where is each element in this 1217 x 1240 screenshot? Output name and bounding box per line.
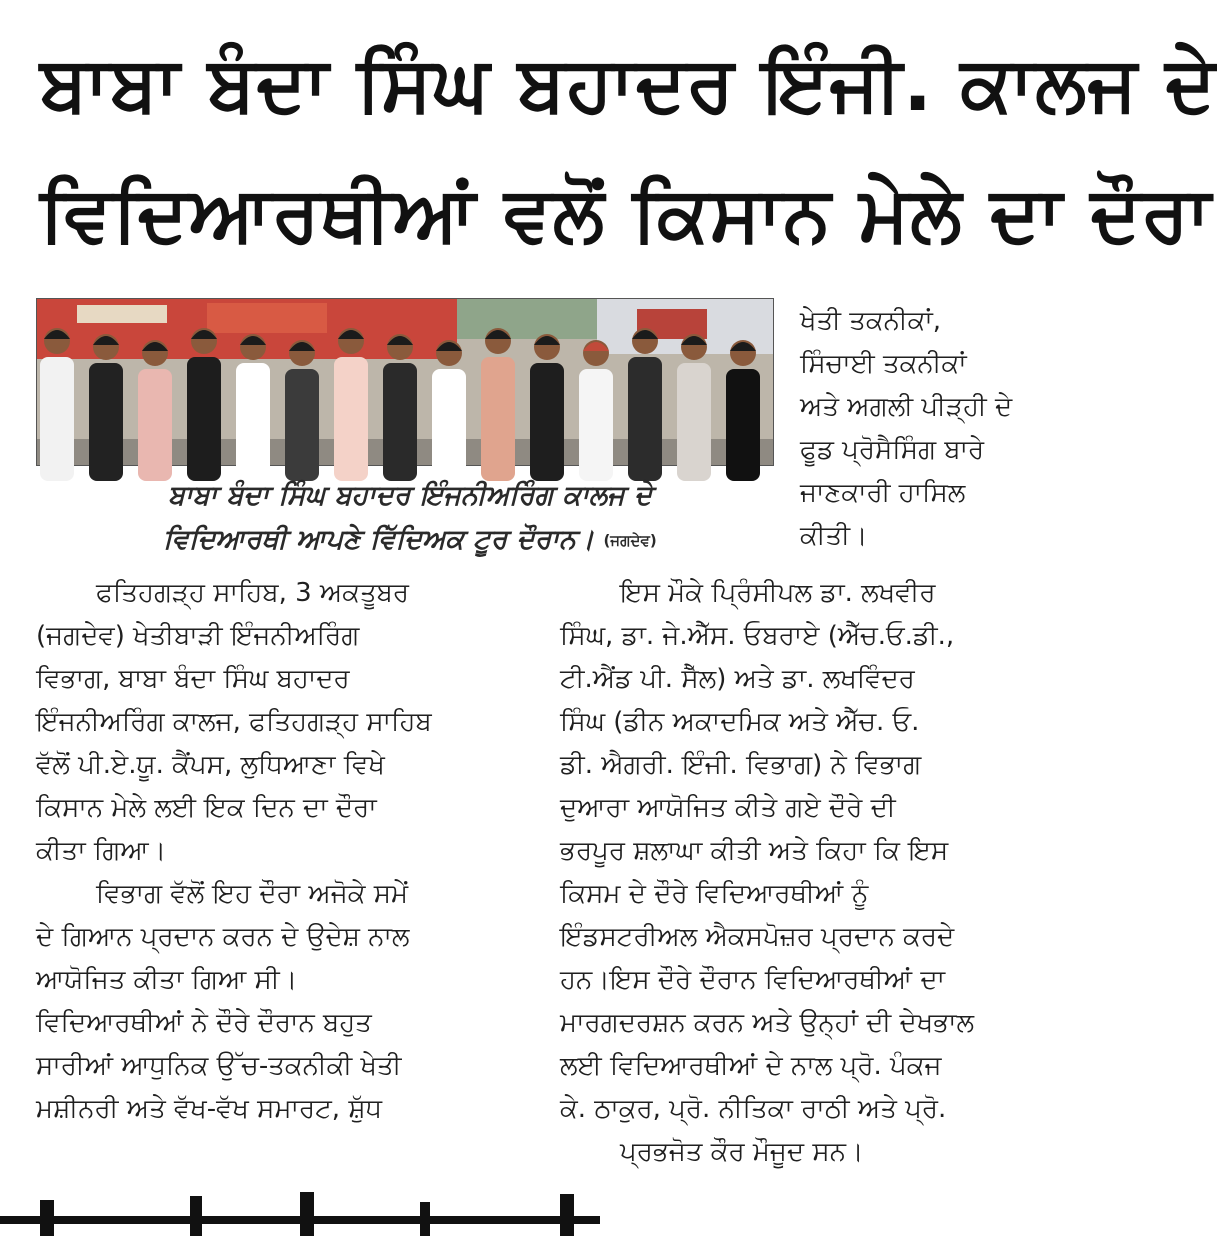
photo-person-body — [579, 369, 613, 481]
news-photo — [36, 298, 774, 466]
photo-person-body — [40, 357, 74, 481]
article-line: ਦੇ ਗਿਆਨ ਪ੍ਰਦਾਨ ਕਰਨ ਦੇ ਉਦੇਸ਼ ਨਾਲ — [36, 922, 410, 952]
article-column-left — [36, 572, 526, 1131]
photo-credit: (ਜਗਦੇਵ) — [603, 531, 657, 550]
article-line: ਜਾਣਕਾਰੀ ਹਾਸਿਲ — [800, 478, 966, 508]
photo-person-body — [628, 357, 662, 481]
article-line: ਵਿਭਾਗ ਵੱਲੋਂ ਇਹ ਦੌਰਾ ਅਜੋਕੇ ਸਮੇਂ — [96, 879, 409, 909]
photo-person-body — [726, 369, 760, 481]
photo-person-body — [236, 363, 270, 481]
group-photo-illustration — [37, 299, 773, 465]
photo-person-body — [285, 369, 319, 481]
photo-caption-line-2 — [40, 520, 780, 561]
article-line: ਸਾਰੀਆਂ ਆਧੁਨਿਕ ਉੱਚ-ਤਕਨੀਕੀ ਖੇਤੀ — [36, 1051, 402, 1081]
article-line: ਕੀਤੀ। — [800, 521, 868, 551]
article-line: ਵੱਲੋਂ ਪੀ.ਏ.ਯੂ. ਕੈਂਪਸ, ਲੁਧਿਆਣਾ ਵਿਖੇ — [36, 750, 385, 780]
article-line: ਇੰਜਨੀਅਰਿੰਗ ਕਾਲਜ, ਫਤਿਹਗੜ੍ਹ ਸਾਹਿਬ — [36, 707, 432, 737]
article-paragraph-2 — [36, 873, 526, 1131]
article-line: ਭਰਪੂਰ ਸ਼ਲਾਘਾ ਕੀਤੀ ਅਤੇ ਕਿਹਾ ਕਿ ਇਸ — [560, 836, 949, 866]
article-line: ਸਿੰਘ (ਡੀਨ ਅਕਾਦਮਿਕ ਅਤੇ ਐੱਚ. ਓ. — [560, 707, 920, 737]
article-line: ਵਿਦਿਆਰਥੀਆਂ ਨੇ ਦੌਰੇ ਦੌਰਾਨ ਬਹੁਤ — [36, 1008, 372, 1038]
photo-person-body — [530, 363, 564, 481]
article-line: ਇੰਡਸਟਰੀਅਲ ਐਕਸਪੋਜ਼ਰ ਪ੍ਰਦਾਨ ਕਰਦੇ — [560, 922, 955, 952]
article-line: ਸਿੰਘ, ਡਾ. ਜੇ.ਐੱਸ. ਓਬਰਾਏ (ਐੱਚ.ਓ.ਡੀ., — [560, 621, 955, 651]
article-line: ਟੀ.ਐਂਡ ਪੀ. ਸੈੱਲ) ਅਤੇ ਡਾ. ਲਖਵਿੰਦਰ — [560, 664, 915, 694]
article-line: ਵਿਭਾਗ, ਬਾਬਾ ਬੰਦਾ ਸਿੰਘ ਬਹਾਦਰ — [36, 664, 350, 694]
article-line: ਫੂਡ ਪ੍ਰੋਸੈਸਿੰਗ ਬਾਰੇ — [800, 435, 985, 465]
photo-caption-text: ਵਿਦਿਆਰਥੀ ਆਪਣੇ ਵਿੱਦਿਅਕ ਟੂਰ ਦੌਰਾਨ। — [163, 524, 595, 555]
article-line: (ਜਗਦੇਵ) ਖੇਤੀਬਾੜੀ ਇੰਜਨੀਅਰਿੰਗ — [36, 621, 360, 651]
photo-person-body — [89, 363, 123, 481]
photo-person-body — [187, 357, 221, 481]
article-column-right-top — [800, 300, 1050, 558]
article-line: ਕਿਸਾਨ ਮੇਲੇ ਲਈ ਇਕ ਦਿਨ ਦਾ ਦੌਰਾ — [36, 793, 377, 823]
photo-person-body — [432, 369, 466, 481]
article-line: ਖੇਤੀ ਤਕਨੀਕਾਂ, — [800, 306, 942, 336]
article-line: ਪ੍ਰਭਜੋਤ ਕੌਰ ਮੌਜੂਦ ਸਨ। — [620, 1137, 864, 1167]
article-line: ਇਸ ਮੌਕੇ ਪ੍ਰਿੰਸੀਪਲ ਡਾ. ਲਖਵੀਰ — [620, 578, 936, 608]
next-article-headline-fragment — [0, 1192, 600, 1236]
photo-person-body — [334, 357, 368, 481]
article-line: ਦੁਆਰਾ ਆਯੋਜਿਤ ਕੀਤੇ ਗਏ ਦੌਰੇ ਦੀ — [560, 793, 896, 823]
article-line: ਆਯੋਜਿਤ ਕੀਤਾ ਗਿਆ ਸੀ। — [36, 965, 298, 995]
headline-line-2: ਵਿਦਿਆਰਥੀਆਂ ਵਲੋਂ ਕਿਸਾਨ ਮੇਲੇ ਦਾ ਦੌਰਾ — [40, 169, 1212, 258]
article-line: ਕਿਸਮ ਦੇ ਦੌਰੇ ਵਿਦਿਆਰਥੀਆਂ ਨੂੰ — [560, 879, 869, 909]
dateline: ਫਤਿਹਗੜ੍ਹ ਸਾਹਿਬ, 3 ਅਕਤੂਬਰ — [96, 578, 409, 608]
article-line: ਹਨ।ਇਸ ਦੌਰੇ ਦੌਰਾਨ ਵਿਦਿਆਰਥੀਆਂ ਦਾ — [560, 965, 946, 995]
article-line: ਅਤੇ ਅਗਲੀ ਪੀੜ੍ਹੀ ਦੇ — [800, 392, 1013, 422]
photo-person-body — [677, 363, 711, 481]
photo-person-body — [383, 363, 417, 481]
article-line: ਮਸ਼ੀਨਰੀ ਅਤੇ ਵੱਖ-ਵੱਖ ਸਮਾਰਟ, ਸ਼ੁੱਧ — [36, 1094, 383, 1124]
photo-caption-line-1: ਬਾਬਾ ਬੰਦਾ ਸਿੰਘ ਬਹਾਦਰ ਇੰਜਨੀਅਰਿੰਗ ਕਾਲਜ ਦੇ — [168, 480, 652, 511]
article-line: ਸਿੰਚਾਈ ਤਕਨੀਕਾਂ — [800, 349, 967, 379]
article-line: ਡੀ. ਐਗਰੀ. ਇੰਜੀ. ਵਿਭਾਗ) ਨੇ ਵਿਭਾਗ — [560, 750, 922, 780]
photo-person-body — [138, 369, 172, 481]
article-paragraph-1 — [36, 572, 526, 873]
article-line: ਕੇ. ਠਾਕੁਰ, ਪ੍ਰੋ. ਨੀਤਿਕਾ ਰਾਠੀ ਅਤੇ ਪ੍ਰੋ. — [560, 1094, 947, 1124]
photo-person-body — [481, 357, 515, 481]
article-line: ਮਾਰਗਦਰਸ਼ਨ ਕਰਨ ਅਤੇ ਉਨ੍ਹਾਂ ਦੀ ਦੇਖਭਾਲ — [560, 1008, 975, 1038]
article-line: ਲਈ ਵਿਦਿਆਰਥੀਆਂ ਦੇ ਨਾਲ ਪ੍ਰੋ. ਪੰਕਜ — [560, 1051, 942, 1081]
article-line: ਕੀਤਾ ਗਿਆ। — [36, 836, 167, 866]
article-column-middle — [560, 572, 1050, 1174]
headline-line-1: ਬਾਬਾ ਬੰਦਾ ਸਿੰਘ ਬਹਾਦਰ ਇੰਜੀ. ਕਾਲਜ ਦੇ — [40, 39, 1217, 128]
